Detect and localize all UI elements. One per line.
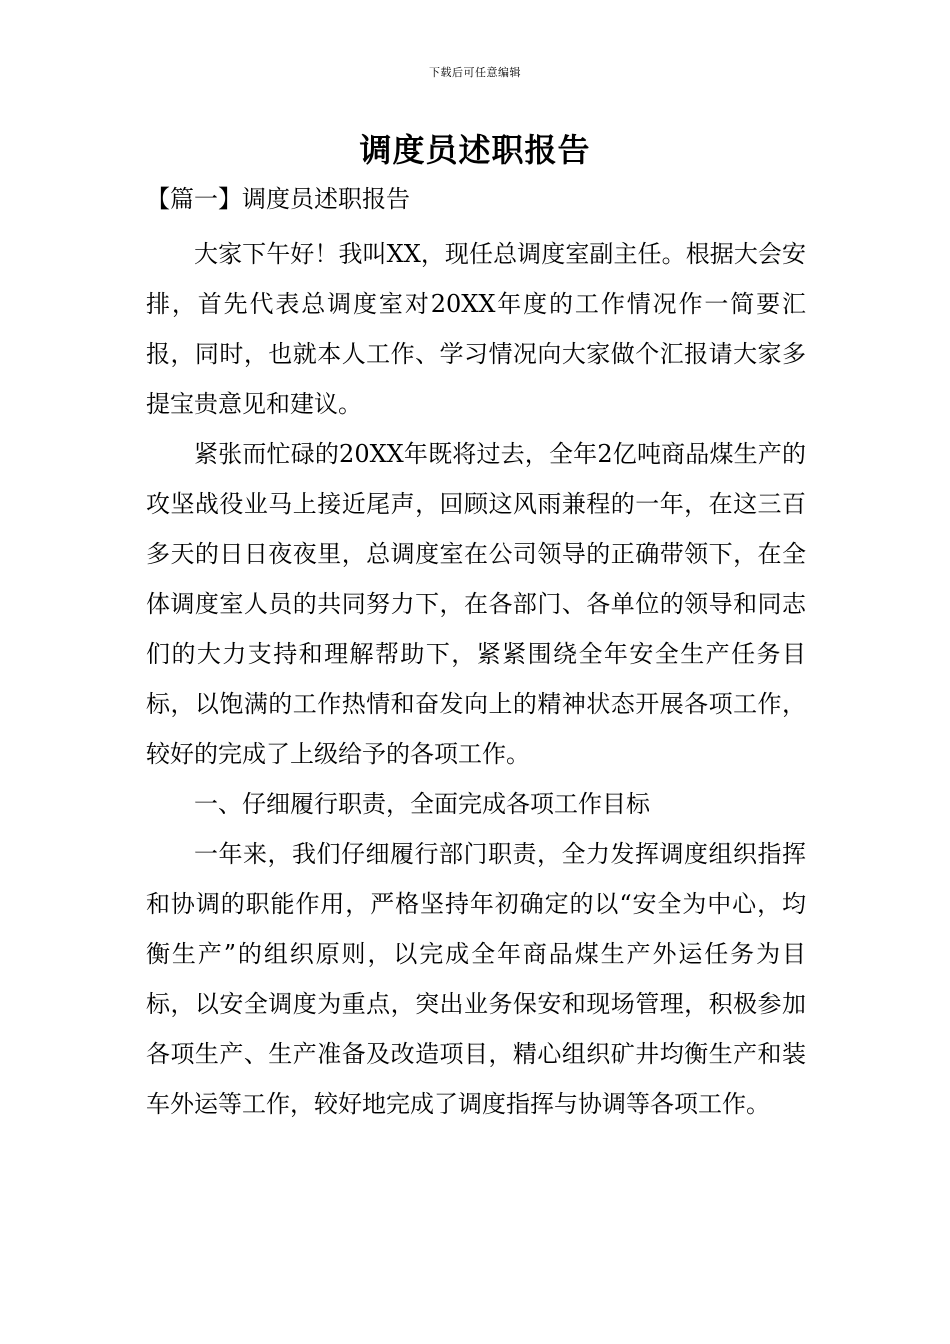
paragraph-greeting: 大家下午好！我叫XX，现任总调度室副主任。根据大会安排，首先代表总调度室对20XX年度的工作情况作一简要汇报，同时，也就本人工作、学习情况向大家做个汇报请大家多提宝贵意见和建议。 xyxy=(146,240,806,418)
paragraph-year-review: 紧张而忙碌的20XX年既将过去，全年2亿吨商品煤生产的攻坚战役业马上接近尾声，回顾这风雨兼程的一年，在这三百多天的日日夜夜里，总调度室在公司领导的正确带领下，在全体调度室人员的共同努力下，在各部门、各单位的领导和同志们的大力支持和理解帮助下，紧紧围绕全年安全生产任务目标，以饱满的工作热情和奋发向上的精神状态开展各项工作，较好的完成了上级给予的各项工作。 xyxy=(146,440,806,768)
document-title: 调度员述职报告 xyxy=(359,131,591,169)
document-body xyxy=(146,229,806,1129)
paragraph-duties: 一年来，我们仔细履行部门职责，全力发挥调度组织指挥和协调的职能作用，严格坚持年初确定的以“安全为中心，均衡生产”的组织原则，以完成全年商品煤生产外运任务为目标，以安全调度为重点，突出业务保安和现场管理，积极参加各项生产、生产准备及改造项目，精心组织矿井均衡生产和装车外运等工作，较好地完成了调度指挥与协调等各项工作。 xyxy=(146,840,806,1118)
section-heading: 【篇一】调度员述职报告 xyxy=(146,185,410,213)
page-header-note: 下载后可任意编辑 xyxy=(429,66,521,79)
subheading-duties: 一、仔细履行职责，全面完成各项工作目标 xyxy=(194,790,650,818)
